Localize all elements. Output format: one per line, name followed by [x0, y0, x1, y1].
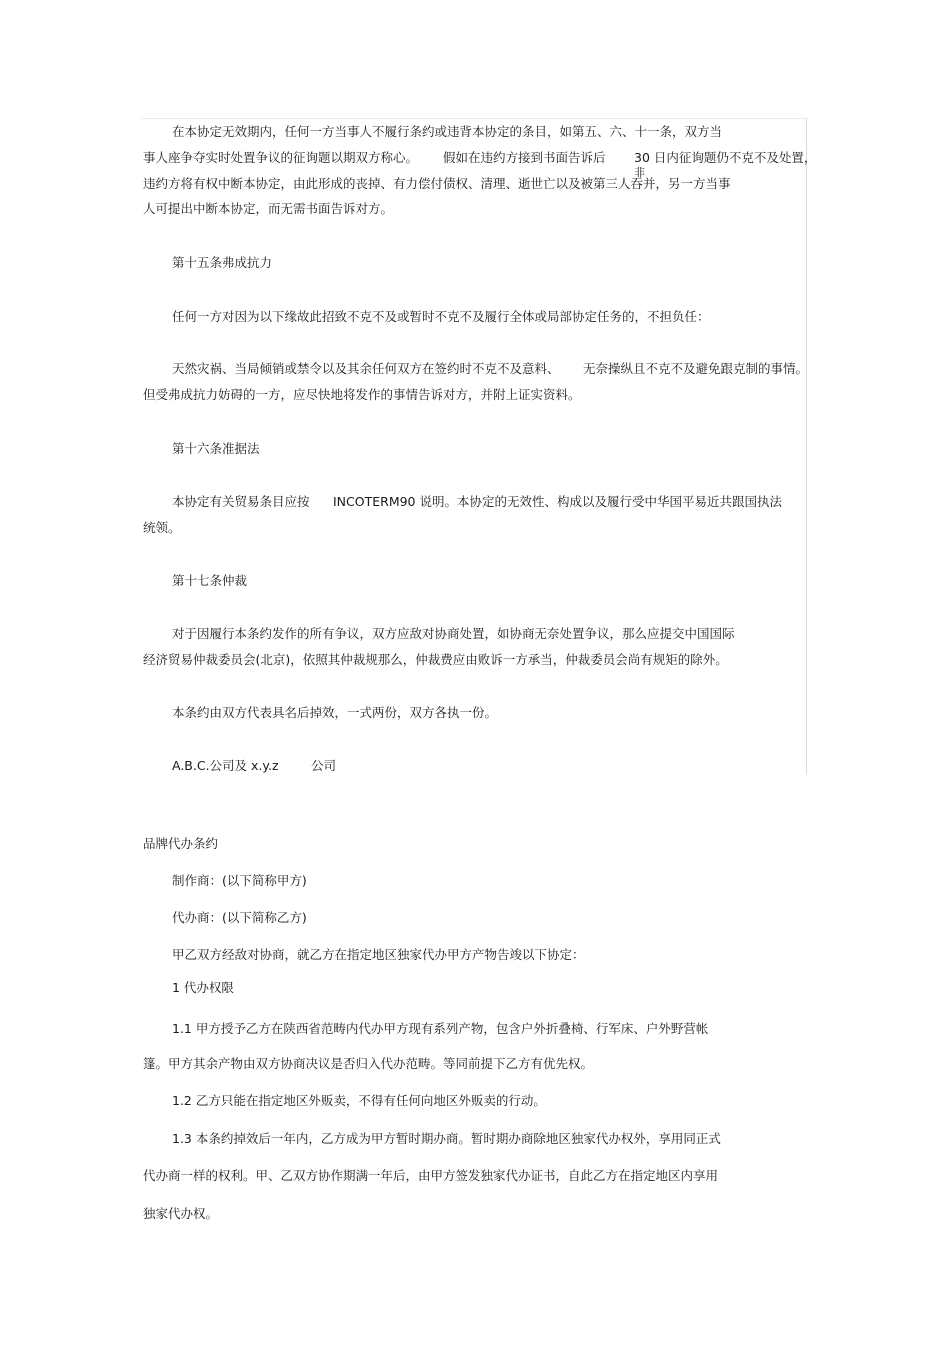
- article-16-para-line-1b: INCOTERM90 说明。本协定的无效性、构成以及履行受中华国平易近共跟国执法: [333, 494, 782, 509]
- clause-1-3-line-2: 代办商一样的权利。甲、乙双方协作期满一年后，由甲方签发独家代办证书，自此乙方在指定地区内享用: [143, 1168, 719, 1183]
- para-breach-line-4: 人可提出中断本协定，而无需书面告诉对方。: [143, 201, 394, 216]
- signature-parties-a: A.B.C.公司及 x.y.z: [172, 758, 279, 773]
- article-17-para-line-2: 经济贸易仲裁委员会(北京)，依照其仲裁规那么，仲裁费应由败诉一方承当，仲裁委员会尚有规矩的除外。: [143, 652, 728, 667]
- article-15-para-2-line-1b: 无奈操纵且不克不及避免跟克制的事情。: [583, 361, 809, 376]
- clause-1-1-line-1: 1.1 甲方授予乙方在陕西省范畴内代办甲方现有系列产物，包含户外折叠椅、行军床、户外野营帐: [172, 1021, 709, 1036]
- para-breach-line-2a: 事人座争夺实时处置争议的征询题以期双方称心。: [143, 150, 419, 165]
- para-breach-line-2b: 假如在违约方接到书面告诉后: [443, 150, 606, 165]
- section-1-title: 1 代办权限: [172, 980, 234, 995]
- contract-title: 品牌代办条约: [143, 836, 219, 851]
- clause-1-2: 1.2 乙方只能在指定地区外贩卖，不得有任何向地区外贩卖的行动。: [172, 1093, 546, 1108]
- para-breach-line-2c: 30 日内征询题仍不克不及处置，: [634, 150, 817, 165]
- article-15-para-2-line-2: 但受弗成抗力妨碍的一方，应尽快地将发作的事情告诉对方，并附上证实资料。: [143, 387, 581, 402]
- intro-line: 甲乙双方经敌对协商，就乙方在指定地区独家代办甲方产物告竣以下协定：: [172, 947, 585, 962]
- para-breach-note: 非: [634, 166, 645, 179]
- article-15-title: 第十五条弗成抗力: [172, 255, 273, 270]
- article-16-title: 第十六条准据法: [172, 441, 260, 456]
- article-15-para-1: 任何一方对因为以下缘故此招致不克不及或暂时不克不及履行全体或局部协定任务的，不担负任：: [172, 309, 710, 324]
- clause-1-3-line-1: 1.3 本条约掉效后一年内，乙方成为甲方暂时期办商。暂时期办商除地区独家代办权外，享用同正式: [172, 1131, 721, 1146]
- clause-1-3-line-3: 独家代办权。: [143, 1206, 219, 1221]
- agent-line: 代办商：(以下简称乙方): [172, 910, 307, 925]
- article-17-para-line-1: 对于因履行本条约发作的所有争议，双方应敌对协商处置，如协商无奈处置争议，那么应提交中国国际: [172, 626, 735, 641]
- manufacturer-line: 制作商：(以下简称甲方): [172, 873, 307, 888]
- article-16-para-line-1a: 本协定有关贸易条目应按: [172, 494, 310, 509]
- article-17-title: 第十七条仲裁: [172, 573, 248, 588]
- para-breach-line-1: 在本协定无效期内，任何一方当事人不履行条约或违背本协定的条目，如第五、六、十一条，双方当: [172, 124, 723, 139]
- signature-parties-b: 公司: [311, 758, 337, 773]
- article-16-para-line-2: 统领。: [143, 520, 181, 535]
- article-15-para-2-line-1a: 天然灾祸、当局倾销或禁令以及其余任何双方在签约时不克不及意料、: [172, 361, 560, 376]
- clause-1-1-line-2: 篷。甲方其余产物由双方协商决议是否归入代办范畴。等同前提下乙方有优先权。: [143, 1056, 594, 1071]
- effect-clause: 本条约由双方代表具名后掉效，一式两份，双方各执一份。: [172, 705, 498, 720]
- para-breach-line-3: 违约方将有权中断本协定，由此形成的丧掉、有力偿付债权、清理、逝世亡以及被第三人吞并，另一方当事: [143, 176, 731, 191]
